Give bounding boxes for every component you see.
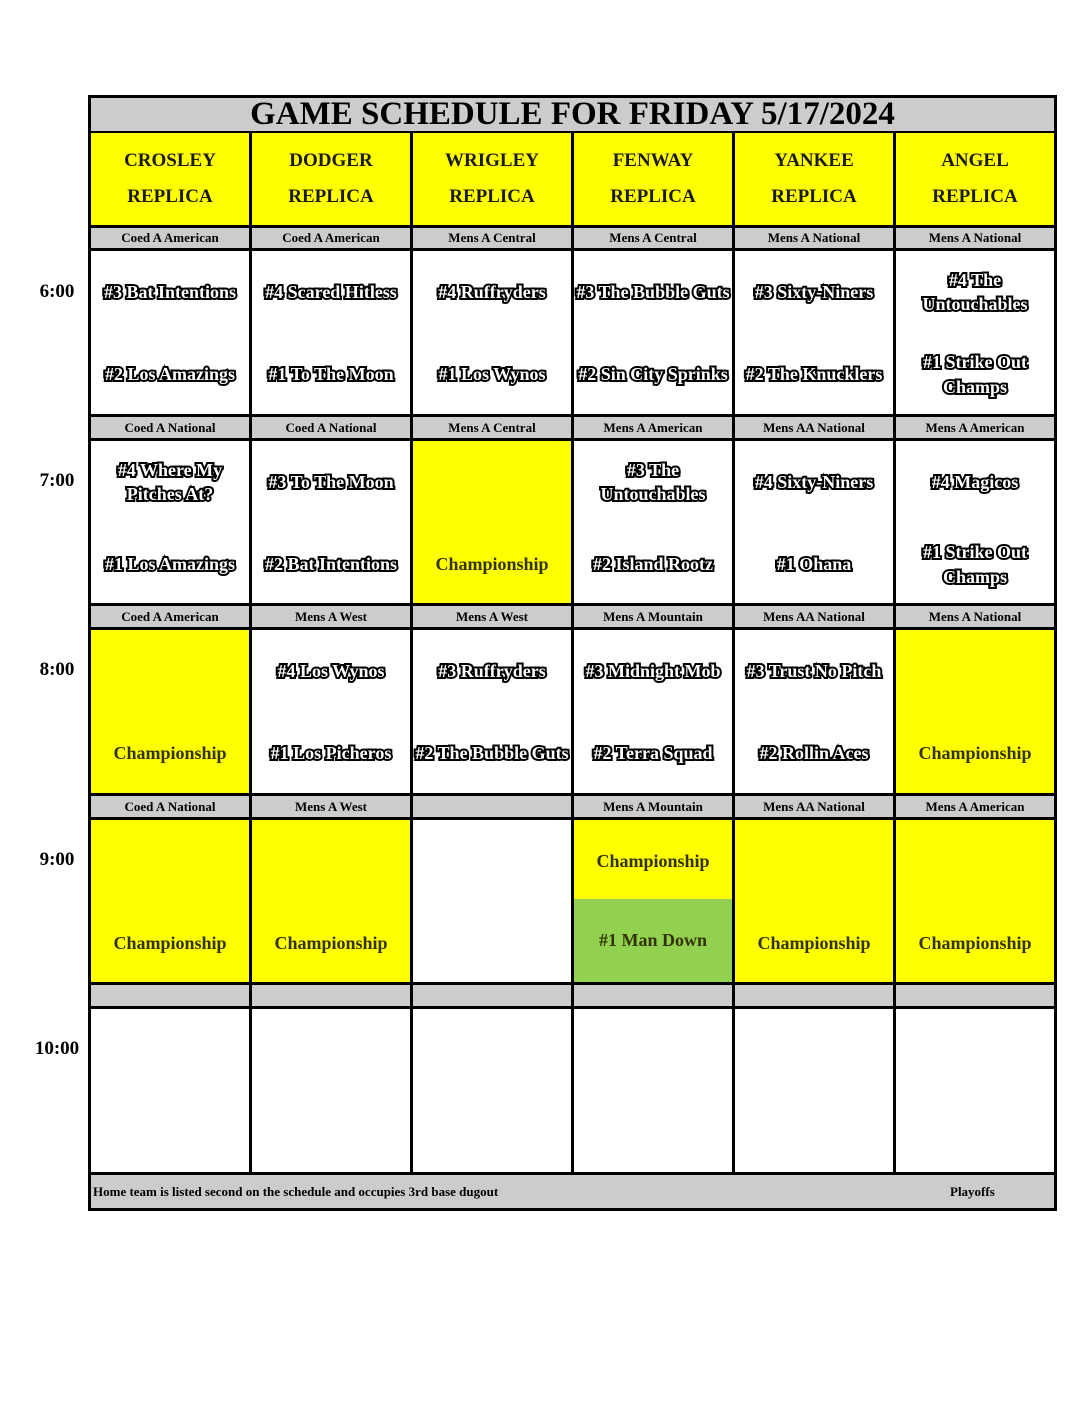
home-team: #1 Man Down bbox=[598, 930, 707, 950]
field-header-crosley bbox=[91, 133, 249, 225]
field-name: WRIGLEY bbox=[445, 150, 539, 171]
away-team: #3 The Bubble Guts bbox=[576, 281, 730, 302]
field-name: FENWAY bbox=[612, 150, 694, 171]
division-label bbox=[252, 985, 410, 1006]
away-team: #3 Bat Intentions bbox=[103, 281, 237, 302]
division-label bbox=[735, 985, 893, 1006]
division-label: Mens AA National bbox=[735, 796, 893, 817]
game-cell bbox=[91, 820, 249, 982]
game-cell bbox=[896, 1009, 1054, 1172]
home-team: #2 Los Amazings bbox=[104, 364, 236, 385]
field-subtitle: REPLICA bbox=[771, 186, 857, 207]
away-team: #3 Sixty-Niners bbox=[754, 281, 874, 302]
field-subtitle: REPLICA bbox=[932, 186, 1018, 207]
field-name: CROSLEY bbox=[124, 150, 216, 171]
field-header-yankee bbox=[735, 133, 893, 225]
home-team: #1 Los Picheros bbox=[270, 743, 392, 764]
game-cell bbox=[574, 1009, 732, 1172]
division-label: Coed A National bbox=[91, 417, 249, 438]
field-header-wrigley bbox=[413, 133, 571, 225]
game-cell bbox=[574, 820, 732, 982]
home-team: #2 Island Rootz bbox=[592, 554, 713, 575]
game-cell bbox=[252, 251, 410, 414]
game-cell bbox=[413, 441, 571, 603]
division-label: Coed A National bbox=[252, 417, 410, 438]
away-team: #3 Ruffryders bbox=[438, 660, 546, 681]
division-label: Mens A National bbox=[735, 228, 893, 248]
championship-label: Championship bbox=[113, 933, 227, 953]
division-label: Coed A American bbox=[91, 228, 249, 248]
game-cell bbox=[252, 441, 410, 603]
championship-label: Championship bbox=[274, 933, 388, 953]
division-label bbox=[413, 985, 571, 1006]
division-label: Coed A American bbox=[252, 228, 410, 248]
game-cell bbox=[735, 441, 893, 603]
home-team: #1 To The Moon bbox=[268, 364, 394, 385]
championship-label: Championship bbox=[596, 850, 710, 871]
away-team: #4 Magicos bbox=[931, 471, 1019, 492]
game-cell bbox=[574, 441, 732, 603]
away-team: #4 Ruffryders bbox=[438, 281, 546, 302]
division-label: Mens A Central bbox=[574, 228, 732, 248]
division-label: Mens A Mountain bbox=[574, 606, 732, 627]
game-cell bbox=[252, 630, 410, 793]
division-label: Mens A West bbox=[252, 796, 410, 817]
game-cell bbox=[91, 251, 249, 414]
game-cell bbox=[91, 630, 249, 793]
division-label bbox=[413, 796, 571, 817]
home-team: #1 Strike Out Champs bbox=[922, 542, 1027, 587]
game-cell bbox=[574, 630, 732, 793]
championship-label: Championship bbox=[435, 554, 549, 574]
game-cell bbox=[91, 1009, 249, 1172]
division-label: Mens AA National bbox=[735, 417, 893, 438]
home-team: #2 Bat Intentions bbox=[264, 554, 398, 575]
game-cell bbox=[896, 820, 1054, 982]
division-label: Mens A West bbox=[413, 606, 571, 627]
division-label bbox=[896, 985, 1054, 1006]
championship-label: Championship bbox=[918, 743, 1032, 763]
away-team: #4 Sixty-Niners bbox=[754, 471, 874, 492]
game-cell bbox=[735, 630, 893, 793]
home-team: #2 The Knucklers bbox=[745, 364, 883, 385]
time-label: 8:00 bbox=[39, 659, 75, 680]
division-label: Mens A American bbox=[896, 796, 1054, 817]
time-label: 9:00 bbox=[39, 849, 75, 870]
division-label: Mens AA National bbox=[735, 606, 893, 627]
field-subtitle: REPLICA bbox=[449, 186, 535, 207]
away-team: #3 The Untouchables bbox=[600, 459, 706, 504]
time-label: 7:00 bbox=[39, 470, 75, 491]
game-cell bbox=[735, 1009, 893, 1172]
playoff-seed-block bbox=[574, 899, 732, 982]
home-team: #1 Ohana bbox=[776, 554, 852, 575]
home-team: #1 Strike Out Champs bbox=[922, 352, 1027, 397]
field-name: YANKEE bbox=[774, 150, 854, 171]
field-header-fenway bbox=[574, 133, 732, 225]
field-header-angel bbox=[896, 133, 1054, 225]
field-subtitle: REPLICA bbox=[610, 186, 696, 207]
game-cell bbox=[896, 441, 1054, 603]
championship-label: Championship bbox=[918, 933, 1032, 953]
field-name: ANGEL bbox=[941, 150, 1009, 171]
away-team: #4 Los Wynos bbox=[277, 660, 385, 681]
game-cell bbox=[252, 820, 410, 982]
schedule-table bbox=[88, 95, 1057, 1211]
division-label: Mens A National bbox=[896, 606, 1054, 627]
away-team: #4 The Untouchables bbox=[922, 269, 1028, 314]
home-team: #2 Sin City Sprinks bbox=[578, 364, 728, 385]
field-subtitle: REPLICA bbox=[288, 186, 374, 207]
home-team: #2 The Bubble Guts bbox=[415, 743, 569, 764]
division-label: Coed A American bbox=[91, 606, 249, 627]
home-team: #2 Rollin Aces bbox=[759, 743, 869, 764]
time-label: 10:00 bbox=[34, 1038, 80, 1059]
field-header-dodger bbox=[252, 133, 410, 225]
championship-label: Championship bbox=[113, 743, 227, 763]
division-label: Mens A West bbox=[252, 606, 410, 627]
field-name: DODGER bbox=[289, 150, 373, 171]
division-label: Mens A American bbox=[896, 417, 1054, 438]
division-label bbox=[574, 985, 732, 1006]
page-title: GAME SCHEDULE FOR FRIDAY 5/17/2024 bbox=[91, 98, 1054, 131]
division-label: Mens A American bbox=[574, 417, 732, 438]
playoffs-legend: Playoffs bbox=[950, 1184, 995, 1199]
game-cell bbox=[735, 820, 893, 982]
away-team: #3 Trust No Pitch bbox=[746, 660, 882, 681]
home-team: #2 Terra Squad bbox=[593, 743, 713, 764]
division-label: Mens A National bbox=[896, 228, 1054, 248]
footer-note: Home team is listed second on the schedule and occupies 3rd base dugout bbox=[93, 1184, 499, 1199]
time-label: 6:00 bbox=[39, 281, 75, 302]
division-label: Mens A Central bbox=[413, 228, 571, 248]
home-team: #1 Los Amazings bbox=[104, 554, 236, 575]
game-cell bbox=[896, 630, 1054, 793]
away-team: #4 Where My Pitches At? bbox=[117, 459, 223, 504]
game-cell bbox=[735, 251, 893, 414]
away-team: #3 Midnight Mob bbox=[585, 660, 721, 681]
game-cell bbox=[413, 1009, 571, 1172]
division-label bbox=[91, 985, 249, 1006]
away-team: #3 To The Moon bbox=[268, 471, 394, 492]
game-cell bbox=[413, 630, 571, 793]
home-team: #1 Los Wynos bbox=[438, 364, 546, 385]
game-cell bbox=[91, 441, 249, 603]
footer-bar bbox=[91, 1175, 1054, 1208]
away-team: #4 Scared Hitless bbox=[265, 281, 397, 302]
game-cell bbox=[413, 820, 571, 982]
division-label: Coed A National bbox=[91, 796, 249, 817]
game-cell bbox=[252, 1009, 410, 1172]
division-label: Mens A Mountain bbox=[574, 796, 732, 817]
game-cell bbox=[574, 251, 732, 414]
field-subtitle: REPLICA bbox=[127, 186, 213, 207]
division-label: Mens A Central bbox=[413, 417, 571, 438]
game-cell bbox=[896, 251, 1054, 414]
championship-label: Championship bbox=[757, 933, 871, 953]
game-cell bbox=[413, 251, 571, 414]
